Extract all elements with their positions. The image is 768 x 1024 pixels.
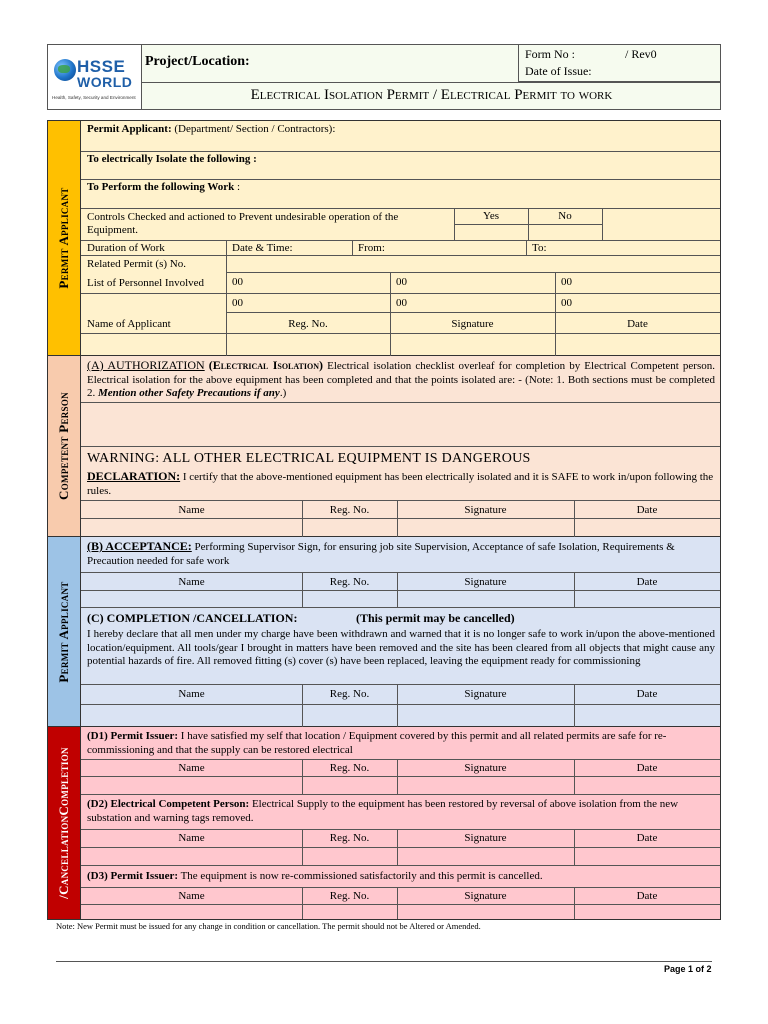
reg-no-header: Reg. No. [329,576,370,588]
date-header: Date [636,832,658,844]
date-of-issue-label: Date of Issue: [525,64,592,78]
date-time-label: Date & Time: [232,242,293,254]
completion-heading: (C) COMPLETION /CANCELLATION: [87,611,298,625]
project-location-label: Project/Location: [145,54,250,69]
signature-header: Signature [464,504,507,516]
signature-header: Signature [464,890,507,902]
globe-icon [54,59,76,81]
personnel-value: 00 [232,276,243,288]
reg-no-header: Reg. No. [329,504,370,516]
date-header: Date [627,318,648,330]
declaration-text: DECLARATION: I certify that the above-mentioned equipment has been electrically isolated and it is SAFE to work in/upon following the rules. [87,469,714,497]
completion-text: I hereby declare that all men under my charge have been withdrawn and warned that it is no longer safe to work in/upon the above-mentioned location/equipment. All tools/gear I brought in matters have been removed and the site has been cleared from all objects that might cause any potential hazards of fire. All removed fitting (s) cover (s) have been replaced, leaving the equipment ready for commissioning [87,628,715,667]
side-label-completion: /CancellationCompletion [56,747,71,899]
reg-no-header: Reg. No. [329,890,370,902]
logo [48,45,142,109]
isolate-label: To electrically Isolate the following : [87,153,257,165]
signature-header: Signature [464,832,507,844]
footer-note: Note: New Permit must be issued for any change in condition or cancellation. The permit should not be Altered or Amended. [56,921,481,931]
personnel-value: 00 [396,297,407,309]
no-label: No [558,210,572,222]
date-header: Date [636,688,658,700]
date-header: Date [636,890,658,902]
date-header: Date [636,576,658,588]
personnel-label: List of Personnel Involved [87,277,205,289]
personnel-value: 00 [561,276,572,288]
completion-note: (This permit may be cancelled) [356,611,515,625]
document-title: Electrical Isolation Permit / Electrical Permit to work [142,82,721,109]
signature-header: Signature [451,318,494,330]
to-label: To: [532,242,547,254]
logo-sub-text: WORLD [77,74,133,90]
name-of-applicant-label: Name of Applicant [87,318,171,330]
acceptance-section [81,537,720,727]
side-label-permit-applicant-2: Permit Applicant [56,580,71,683]
permit-applicant-label: Permit Applicant: (Department/ Section / Contractors): [87,123,336,135]
yes-label: Yes [482,210,499,222]
d1-permit-issuer-text: (D1) Permit Issuer: I have satisfied my self that location / Equipment covered by this permit and all related permits are safe for re-commissioning and that the supply can be restored electrical [87,730,667,756]
reg-no-header: Reg. No. [329,688,370,700]
d3-permit-issuer-text: (D3) Permit Issuer: The equipment is now re-commissioned satisfactorily and this permit is cancelled. [87,870,543,882]
controls-checked-label: Controls Checked and actioned to Prevent undesirable operation of the Equipment. [87,211,399,236]
form-number-label: Form No : [525,47,576,61]
side-competent-person [48,356,81,537]
name-header: Name [178,890,205,902]
personnel-value: 00 [561,297,572,309]
permit-form [47,120,721,920]
authorization-text: (A) AUTHORIZATION (Electrical Isolation) Electrical isolation checklist overleaf for completion by Electrical Competent person. Electrical isolation for the above equipment has been completed and that the points isolated are: - (Note: 1. Both sections must be completed 2. Mention other Safety Precautions if any.) [87,358,715,399]
revision-label: / Rev0 [625,47,657,61]
reg-no-header: Reg. No. [329,762,370,774]
logo-main-text: HSSE [77,57,126,76]
completion-section [81,727,720,919]
personnel-value: 00 [396,276,407,288]
side-permit-applicant [48,121,81,356]
side-permit-applicant-2 [48,537,81,727]
signature-header: Signature [464,688,507,700]
signature-header: Signature [464,576,507,588]
name-header: Name [178,576,205,588]
reg-no-header: Reg. No. [329,832,370,844]
duration-label: Duration of Work [87,242,165,254]
footer-divider [56,961,712,962]
authorization-section [81,356,720,537]
acceptance-text: (B) ACCEPTANCE: Performing Supervisor Sign, for ensuring job site Supervision, Acceptance of safe Isolation, Requirements & Precaution needed for safe work [87,539,675,567]
page-number: Page 1 of 2 [664,964,712,974]
date-header: Date [636,504,658,516]
from-label: From: [358,242,385,254]
name-header: Name [178,688,205,700]
logo-tagline: Health, Safety, Security and Environment [52,95,136,100]
signature-header: Signature [464,762,507,774]
warning-text: WARNING: ALL OTHER ELECTRICAL EQUIPMENT IS DANGEROUS [87,451,531,466]
perform-work-label: To Perform the following Work : [87,181,241,193]
applicant-section [81,121,720,356]
form-header [47,44,721,110]
related-permit-label: Related Permit (s) No. [87,258,186,270]
side-label-competent-person: Competent Person [56,392,71,500]
name-header: Name [178,832,205,844]
reg-no-header: Reg. No. [288,318,328,330]
side-completion [48,727,81,919]
d2-competent-person-text: (D2) Electrical Competent Person: Electrical Supply to the equipment has been restored by reversal of above isolation from the new substation and warning tags removed. [87,798,679,824]
personnel-value: 00 [232,297,243,309]
form-number-box [518,45,721,82]
name-header: Name [178,504,205,516]
date-header: Date [636,762,658,774]
name-header: Name [178,762,205,774]
side-label-permit-applicant: Permit Applicant [56,187,71,289]
